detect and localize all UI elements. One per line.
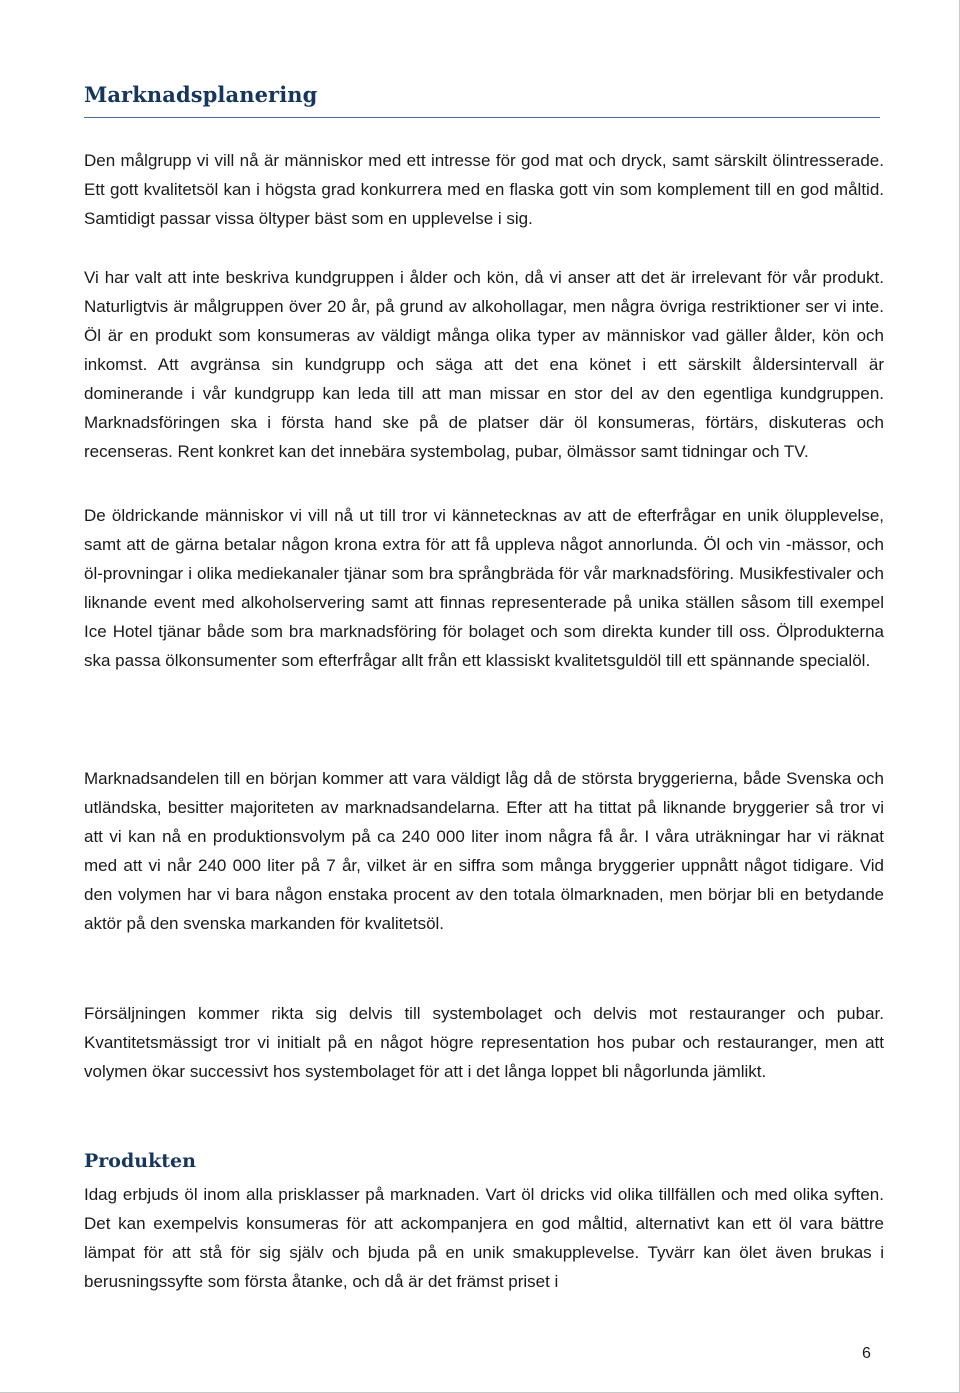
subsection-heading: Produkten	[84, 1150, 196, 1172]
heading-rule	[84, 117, 880, 118]
paragraph-target-group: Den målgrupp vi vill nå är människor med ett intresse för god mat och dryck, samt särskilt ölintresserade. Ett gott kvalitetsöl kan i högsta grad konkurrera med en flaska gott vin som komplement till en god måltid. Samtidigt passar vissa öltyper bäst som en upplevelse i sig.	[84, 151, 884, 228]
paragraph-market-share: Marknadsandelen till en början kommer att vara väldigt låg då de största bryggerierna, både Svenska och utländska, besitter majoriteten av marknadsandelarna. Efter att ha tittat på liknande bryggerier så tror vi att vi kan nå en produktionsvolym på ca 240 000 liter inom några få år. I våra uträkningar har vi räknat med att vi når 240 000 liter på 7 år, vilket är en siffra som många bryggerier uppnått något tidigare. Vid den volymen har vi bara någon enstaka procent av den totala ölmarknaden, men börjar bli en betydande aktör på den svenska markanden för kvalitetsöl.	[84, 769, 884, 933]
section-heading: Marknadsplanering	[84, 82, 318, 107]
paragraph-beer-drinkers: De öldrickande människor vi vill nå ut till tror vi kännetecknas av att de efterfrågar en unik ölupplevelse, samt att de gärna betalar någon krona extra för att få uppleva något annorlunda. Öl och vin -mässor, och öl-provningar i olika mediekanaler tjänar som bra språngbräda för vår marknadsföring. Musikfestivaler och liknande event med alkoholservering samt att finnas representerade på unika ställen såsom till exempel Ice Hotel tjänar både som bra marknadsföring för bolaget och som direkta kunder till oss. Ölprodukterna ska passa ölkonsumenter som efterfrågar allt från ett klassiskt kvalitetsguldöl till ett spännande specialöl.	[84, 506, 884, 670]
page-number: 6	[862, 1345, 871, 1362]
paragraph-sales: Försäljningen kommer rikta sig delvis till systembolaget och delvis mot restauranger och pubar. Kvantitetsmässigt tror vi initialt på en något högre representation hos pubar och restauranger, men att volymen ökar successivt hos systembolaget för att i det långa loppet bli någorlunda jämlikt.	[84, 1004, 884, 1081]
paragraph-product: Idag erbjuds öl inom alla prisklasser på marknaden. Vart öl dricks vid olika tillfällen och med olika syften. Det kan exempelvis konsumeras för att ackompanjera en god måltid, alternativt kan ett öl vara bättre lämpat för att stå för sig själv och bjuda på en unik smakupplevelse. Tyvärr kan ölet även brukas i berusningssyfte som första åtanke, och då är det främst priset i	[84, 1185, 884, 1291]
paragraph-customer-group: Vi har valt att inte beskriva kundgruppen i ålder och kön, då vi anser att det är irrelevant för vår produkt. Naturligtvis är målgruppen över 20 år, på grund av alkohollagar, men några övriga restriktioner ser vi inte. Öl är en produkt som konsumeras av väldigt många olika typer av människor vad gäller ålder, kön och inkomst. Att avgränsa sin kundgrupp och säga att det ena könet i ett särskilt åldersintervall är dominerande i vår kundgrupp kan leda till att man missar en stor del av den egentliga kundgruppen. Marknadsföringen ska i första hand ske på de platser där öl konsumeras, förtärs, diskuteras och recenseras. Rent konkret kan det innebära systembolag, pubar, ölmässor samt tidningar och TV.	[84, 268, 884, 461]
